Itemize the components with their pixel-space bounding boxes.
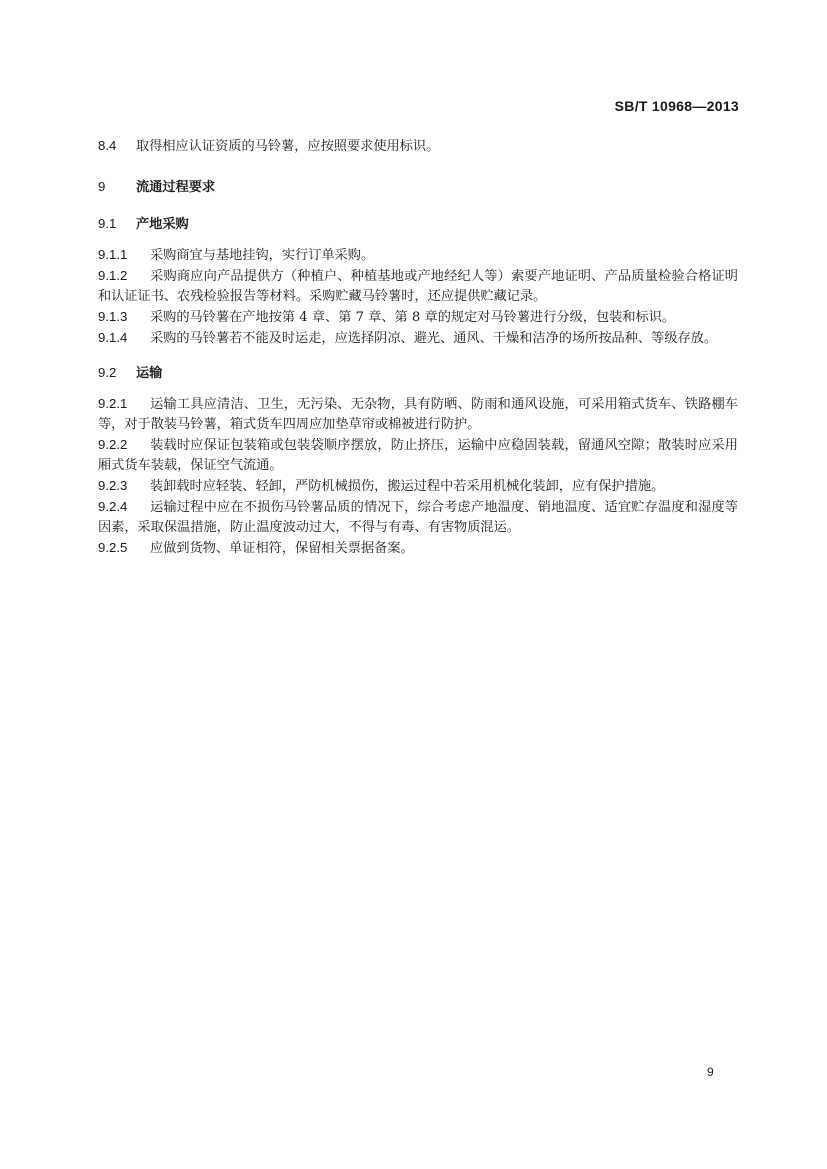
section-title: 流通过程要求 [136,180,216,195]
clause-number: 9.1.2 [98,268,128,283]
standard-code: SB/T 10968—2013 [614,98,739,114]
subsection-heading-9-2 [98,363,738,384]
clause-8-4 [98,136,738,157]
clause-text: 装载时应保证包装箱或包装袋顺序摆放，防止挤压，运输中应稳固装载，留通风空隙；散装时应采用厢式货车装载，保证空气流通。 [98,438,738,473]
clause-text: 应做到货物、单证相符，保留相关票据备案。 [150,541,414,556]
clause-9-2-3 [98,476,738,497]
clause-text: 运输过程中应在不损伤马铃薯品质的情况下，综合考虑产地温度、销地温度、适宜贮存温度和湿度等因素，采取保温措施，防止温度波动过大，不得与有毒、有害物质混运。 [98,500,738,535]
clause-number: 9.2.2 [98,437,128,452]
clause-number: 9.2.1 [98,396,128,411]
clause-9-2-1 [98,394,738,435]
page-number: 9 [707,1065,714,1079]
section-spacer [98,349,738,363]
subsection-number: 9.1 [98,216,117,231]
clause-text: 取得相应认证资质的马铃薯，应按照要求使用标识。 [136,139,440,154]
subsection-title: 运输 [136,366,163,381]
document-body [98,136,738,559]
clause-9-2-4 [98,497,738,538]
clause-number: 9.1.4 [98,330,128,345]
clause-number: 9.1.3 [98,309,128,324]
clause-9-1-3 [98,307,738,328]
clause-number: 9.2.5 [98,540,128,555]
clause-9-2-2 [98,435,738,476]
clause-text: 运输工具应清洁、卫生，无污染、无杂物，具有防晒、防雨和通风设施，可采用箱式货车、铁路棚车等，对于散装马铃薯，箱式货车四周应加垫草帘或棉被进行防护。 [98,397,738,432]
clause-9-1-4 [98,328,738,349]
clause-9-1-2 [98,266,738,307]
section-heading-9 [98,177,738,198]
clause-text: 采购商宜与基地挂钩，实行订单采购。 [150,248,375,263]
clause-number: 8.4 [98,138,117,153]
subsection-title: 产地采购 [136,217,189,232]
clause-text: 采购的马铃薯若不能及时运走，应选择阴凉、避光、通风、干燥和洁净的场所按品种、等级存放。 [150,331,718,346]
clause-9-1-1 [98,245,738,266]
subsection-heading-9-1 [98,214,738,235]
clause-number: 9.2.3 [98,478,128,493]
section-number: 9 [98,179,106,194]
clause-9-2-5 [98,538,738,559]
clause-text: 采购的马铃薯在产地按第 4 章、第 7 章、第 8 章的规定对马铃薯进行分级，包装和标识。 [150,310,676,325]
clause-number: 9.2.4 [98,499,128,514]
clause-number: 9.1.1 [98,247,128,262]
clause-text: 采购商应向产品提供方（种植户、种植基地或产地经纪人等）索要产地证明、产品质量检验合格证明和认证证书、农残检验报告等材料。采购贮藏马铃薯时，还应提供贮藏记录。 [98,269,738,304]
clause-text: 装卸载时应轻装、轻卸，严防机械损伤，搬运过程中若采用机械化装卸，应有保护措施。 [150,479,665,494]
subsection-number: 9.2 [98,365,117,380]
